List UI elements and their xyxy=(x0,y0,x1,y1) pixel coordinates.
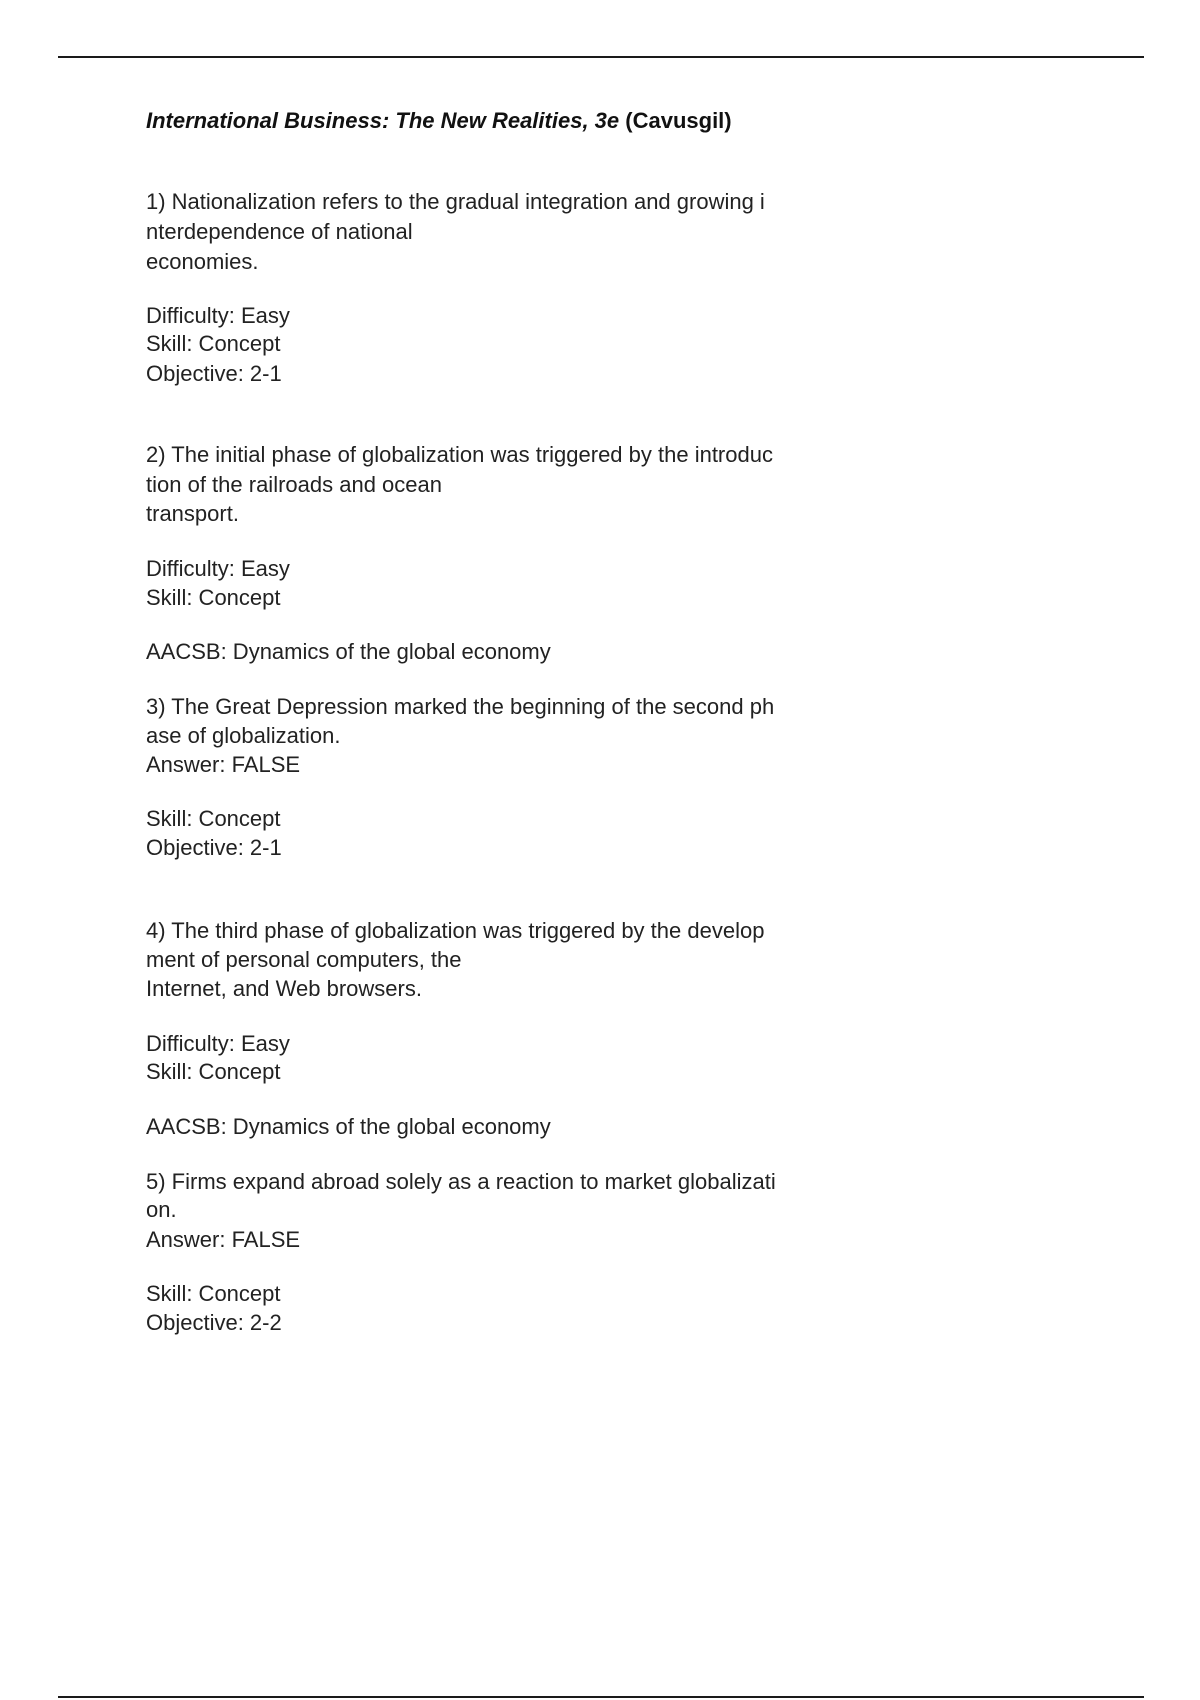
bottom-rule xyxy=(58,1696,1144,1698)
difficulty-label: Difficulty: Easy xyxy=(146,1031,290,1056)
book-author: (Cavusgil) xyxy=(625,108,732,133)
objective-label: Objective: 2-1 xyxy=(146,835,282,860)
book-title: International Business: The New Realities, 3e xyxy=(146,108,620,133)
question-text-line: Internet, and Web browsers. xyxy=(146,976,422,1001)
difficulty-label: Difficulty: Easy xyxy=(146,556,290,581)
skill-label: Skill: Concept xyxy=(146,806,281,831)
question-text-line: 1) Nationalization refers to the gradual integration and growing i xyxy=(146,189,765,214)
question-text-line: ment of personal computers, the xyxy=(146,947,462,972)
answer-label: Answer: FALSE xyxy=(146,752,301,777)
question-text-line: transport. xyxy=(146,501,239,526)
question-text-line: economies. xyxy=(146,249,259,274)
skill-label: Skill: Concept xyxy=(146,585,281,610)
answer-label: Answer: FALSE xyxy=(146,1227,301,1252)
question-text-line: 5) Firms expand abroad solely as a reaction to market globalizati xyxy=(146,1169,776,1194)
question-text-line: ase of globalization. xyxy=(146,723,341,748)
top-rule xyxy=(58,56,1144,58)
skill-label: Skill: Concept xyxy=(146,331,281,356)
difficulty-label: Difficulty: Easy xyxy=(146,303,290,328)
question-text-line: 2) The initial phase of globalization was triggered by the introduc xyxy=(146,442,773,467)
aacsb-label: AACSB: Dynamics of the global economy xyxy=(146,639,551,664)
question-text-line: tion of the railroads and ocean xyxy=(146,472,442,497)
question-text-line: on. xyxy=(146,1197,177,1222)
question-text-line: 3) The Great Depression marked the beginning of the second ph xyxy=(146,694,775,719)
document-title xyxy=(146,108,732,134)
skill-label: Skill: Concept xyxy=(146,1059,281,1084)
objective-label: Objective: 2-1 xyxy=(146,361,282,386)
objective-label: Objective: 2-2 xyxy=(146,1310,282,1335)
question-text-line: nterdependence of national xyxy=(146,219,413,244)
skill-label: Skill: Concept xyxy=(146,1281,281,1306)
question-text-line: 4) The third phase of globalization was triggered by the develop xyxy=(146,918,765,943)
aacsb-label: AACSB: Dynamics of the global economy xyxy=(146,1114,551,1139)
